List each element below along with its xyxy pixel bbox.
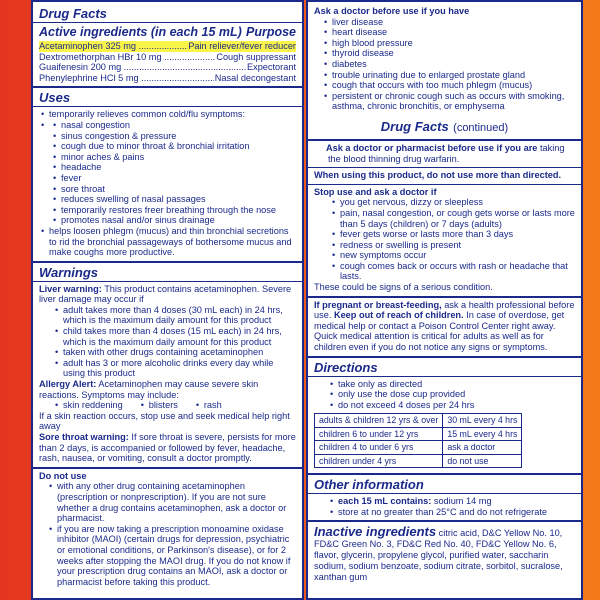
liver-warning-label: Liver warning:	[39, 283, 102, 294]
uses-sublist	[39, 120, 296, 226]
list-item: • heart disease	[322, 27, 575, 38]
list-item: • fever	[51, 173, 296, 184]
ingredient-row	[39, 73, 296, 84]
continued-suffix: (continued)	[453, 121, 509, 134]
sodium-value: sodium 14 mg	[433, 496, 492, 507]
table-cell: children under 4 yrs	[315, 454, 443, 467]
list-item	[328, 496, 575, 507]
pregnant-body: ask a health professional before use.	[314, 299, 575, 321]
table-cell: 30 mL every 4 hrs	[443, 414, 522, 427]
list-item: • sore throat	[51, 184, 296, 195]
active-ingredients-section	[33, 2, 302, 88]
stop-use-after: These could be signs of a serious condition.	[314, 282, 493, 293]
overdose-text: In case of overdose, get medical help or contact a Poison Control Center right away. Quick medical attention is critical for adults as well as for children even if you do not notice any signs or symptoms.	[314, 310, 565, 353]
list-item: • thyroid disease	[322, 48, 575, 59]
allergy-alert	[39, 379, 296, 400]
inactive-body: citric acid, D&C Yellow No. 10, FD&C Green No. 3, FD&C Red No. 40, FD&C Yellow No. 6, flavor, glycerin, propylene glycol, purified water, saccharin sodium, sodium benzoate, sodium citrate, sorbitol, sucralose, xanthan gum	[314, 528, 563, 583]
sore-throat-text: If sore throat is severe, persists for more than 2 days, is accompanied or followed by fever, headache, rash, nausea, or vomiting, consult a doctor promptly.	[39, 432, 296, 464]
ingredient-row	[39, 62, 296, 73]
table-cell: do not use	[443, 454, 522, 467]
list-item: • fever gets worse or lasts more than 3 days	[330, 229, 575, 240]
list-item: • adult has 3 or more alcoholic drinks every day while using this product	[53, 358, 296, 379]
sodium-label: each 15 mL contains:	[338, 496, 432, 507]
table-cell: children 6 to under 12 yrs	[315, 427, 443, 440]
allergy-text: Acetaminophen may cause severe skin reactions. Symptoms may include:	[39, 379, 259, 400]
stop-use-title: Stop use and ask a doctor if	[314, 186, 437, 197]
ingredient-name: Guaifenesin 200 mg .....	[39, 62, 246, 73]
uses-intro: • temporarily relieves common cold/flu symptoms:	[39, 109, 296, 120]
list-item: • trouble urinating due to enlarged prostate gland	[322, 70, 575, 81]
directions-section	[308, 358, 581, 475]
list-item: • liver disease	[322, 17, 575, 28]
list-item: • high blood pressure	[322, 38, 575, 49]
pregnant-label: If pregnant or breast-feeding,	[314, 299, 442, 310]
pregnant-section	[308, 298, 581, 358]
table-row	[315, 441, 522, 454]
ingredient-row	[39, 41, 296, 52]
ingredient-name: Acetaminophen 325 mg .....	[39, 41, 187, 52]
inactive-text	[314, 524, 575, 583]
list-item: • child takes more than 4 doses (15 mL each) in 24 hrs, which is the maximum daily amount for this product	[53, 326, 296, 347]
list-item: • taken with other drugs containing acetaminophen	[53, 347, 296, 358]
ask-pharmacist-body: taking the blood thinning drug warfarin.	[328, 142, 565, 164]
dosage-table	[314, 413, 522, 468]
ingredient-purpose: Cough suppressant	[216, 51, 296, 62]
when-using-text: When using this product, do not use more than directed.	[314, 170, 562, 181]
ingredient-row	[39, 52, 296, 63]
list-item: • adult takes more than 4 doses (30 mL each) in 24 hrs, which is the maximum daily amount for this product	[53, 305, 296, 326]
do-not-use-title: Do not use	[39, 470, 87, 481]
table-cell: ask a doctor	[443, 441, 522, 454]
list-item: • you get nervous, dizzy or sleepless	[330, 197, 575, 208]
list-item: • temporarily restores freer breathing through the nose	[51, 205, 296, 216]
uses-section	[33, 88, 302, 262]
stop-use-section	[308, 185, 581, 298]
do-not-use-section	[33, 469, 302, 591]
table-row	[315, 454, 522, 467]
continued-title: Drug Facts	[380, 118, 449, 134]
sore-throat-label: Sore throat warning:	[39, 432, 129, 442]
list-item: • headache	[51, 162, 296, 173]
list-item: • skin reddening	[53, 400, 123, 411]
allergy-label: Allergy Alert:	[39, 379, 97, 390]
list-item: • redness or swelling is present	[330, 240, 575, 251]
list-item: • do not exceed 4 doses per 24 hrs	[328, 400, 575, 411]
list-item: • cough comes back or occurs with rash or headache that lasts.	[330, 261, 575, 282]
list-item: • persistent or chronic cough such as occurs with smoking, asthma, chronic bronchitis, or emphysema	[322, 91, 575, 112]
other-info-section	[308, 475, 581, 522]
list-item: • cough that occurs with too much phlegm (mucus)	[322, 80, 575, 91]
list-item: • reduces swelling of nasal passages	[51, 194, 296, 205]
list-item: • • nasal congestion	[51, 120, 296, 131]
ingredient-purpose: Nasal decongestant	[214, 72, 296, 83]
inactive-ingredients-section	[308, 522, 581, 586]
pregnant-text	[314, 300, 575, 353]
ingredient-purpose: Pain reliever/fever reducer	[188, 41, 296, 51]
active-ingredients-title: Active ingredients (in each 15 mL)	[39, 25, 242, 39]
list-item: • store at no greater than 25°C and do not refrigerate	[328, 507, 575, 518]
list-item: • blisters	[139, 400, 178, 411]
table-cell: 15 mL every 4 hrs	[443, 427, 522, 440]
allergy-after: If a skin reaction occurs, stop use and seek medical help right away	[39, 410, 290, 432]
keep-out-label: Keep out of reach of children.	[333, 310, 464, 321]
other-info-title: Other information	[308, 477, 581, 494]
drug-facts-left-panel	[31, 0, 304, 600]
drug-facts-title: Drug Facts	[33, 6, 302, 23]
ask-pharmacist-label: Ask a doctor or pharmacist before use if you are	[326, 142, 538, 153]
inactive-title: Inactive ingredients	[314, 524, 437, 540]
sore-throat-warning	[39, 432, 296, 464]
table-row	[315, 414, 522, 427]
ingredient-purpose: Expectorant	[246, 62, 296, 73]
purpose-title: Purpose	[245, 25, 296, 39]
list-item: • minor aches & pains	[51, 152, 296, 163]
table-row	[315, 427, 522, 440]
warnings-section	[33, 263, 302, 469]
list-item: • if you are now taking a prescription monoamine oxidase inhibitor (MAOI) (certain drugs for depression, psychiatric or emotional conditions, or Parkinson's disease), or for 2 weeks after stopping the MAOI drug. If you do not know if your prescription drug contains an MAOI, ask a doctor or pharmacist before taking this product.	[47, 524, 296, 588]
ask-doctor-title: Ask a doctor before use if you have	[314, 6, 470, 16]
ask-doctor-section	[308, 2, 581, 141]
ingredient-name: Phenylephrine HCl 5 mg .....	[39, 73, 214, 84]
table-cell: adults & children 12 yrs & over	[315, 414, 443, 427]
ingredient-list	[39, 41, 296, 83]
directions-title: Directions	[308, 360, 581, 377]
ask-pharmacist-section	[308, 141, 581, 168]
when-using-section	[308, 168, 581, 185]
list-item: • rash	[194, 400, 222, 411]
table-cell: children 4 to under 6 yrs	[315, 441, 443, 454]
liver-warning-text: This product contains acetaminophen. Severe liver damage may occur if	[39, 283, 292, 305]
list-item: • promotes nasal and/or sinus drainage	[51, 215, 296, 226]
list-item: • sinus congestion & pressure	[51, 131, 296, 142]
list-item: • with any other drug containing acetaminophen (prescription or nonprescription). If you are not sure whether a drug contains acetaminophen, ask a doctor or pharmacist.	[47, 481, 296, 523]
list-item: • new symptoms occur	[330, 250, 575, 261]
list-item: • diabetes	[322, 59, 575, 70]
warnings-title: Warnings	[33, 265, 302, 282]
liver-warning	[39, 284, 296, 305]
uses-title: Uses	[33, 90, 302, 107]
list-item: • pain, nasal congestion, or cough gets worse or lasts more than 5 days (children) or 7 days (adults)	[330, 208, 575, 229]
list-item: • take only as directed	[328, 379, 575, 390]
continued-heading	[314, 118, 575, 136]
ingredient-name: Dextromethorphan HBr 10 mg .....	[39, 52, 215, 63]
uses-last: • helps loosen phlegm (mucus) and thin bronchial secretions to rid the bronchial passageways of bothersome mucus and make coughs more productive.	[39, 226, 296, 258]
ask-pharmacist-text	[314, 143, 575, 164]
active-ingredients-header	[39, 25, 296, 40]
list-item: • only use the dose cup provided	[328, 389, 575, 400]
drug-facts-right-panel	[306, 0, 583, 600]
list-item: • cough due to minor throat & bronchial irritation	[51, 141, 296, 152]
